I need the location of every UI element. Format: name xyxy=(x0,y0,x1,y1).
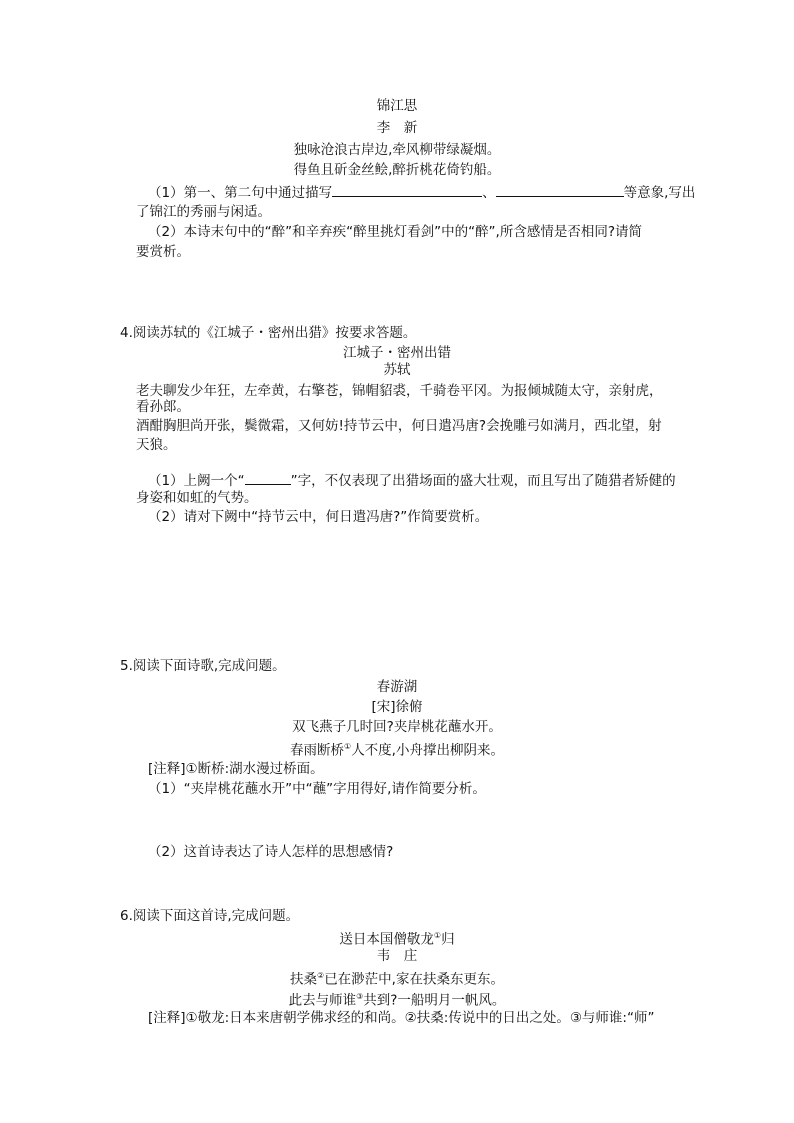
poem-line-2 xyxy=(0,987,794,1011)
poem-text: 春雨断桥 xyxy=(290,742,345,759)
annotation: [注释]①敬龙:日本来唐朝学佛求经的和尚。②扶桑:传说中的日出之处。③与师谁:“师” xyxy=(148,1010,655,1026)
title-text: 归 xyxy=(441,931,455,948)
poem-line-2 xyxy=(0,737,794,761)
section-5-prompt: 5.阅读下面诗歌,完成问题。 xyxy=(120,658,286,674)
poem-text: 扶桑 xyxy=(290,971,318,988)
separator: 、 xyxy=(482,185,496,201)
poem-text-line: 看孙郎。 xyxy=(136,399,190,415)
question-1: （1）“夹岸桃花蘸水开”中“蘸”字用得好,请作简要分析。 xyxy=(148,781,486,797)
poem-title: 春游湖 xyxy=(376,679,418,695)
section-4-prompt: 4.阅读苏轼的《江城子・密州出猎》按要求答题。 xyxy=(120,325,417,341)
footnote-marker: ① xyxy=(344,742,352,751)
question-text: （1）第一、第二句中通过描写 xyxy=(148,185,333,201)
question-text: （1）上阙一个“ xyxy=(148,473,245,489)
title-text: 送日本国僧敬龙 xyxy=(339,931,434,948)
poem-text: 人不度,小舟撑出柳阴来。 xyxy=(351,742,504,759)
answer-blank-1[interactable] xyxy=(332,182,482,197)
answer-blank[interactable] xyxy=(245,470,291,485)
poem-text: 共到?一船明月一帆风。 xyxy=(363,992,506,1009)
poem-text-line: 老夫聊发少年狂，左牵黄，右擎苍，锦帽貂裘，千骑卷平冈。为报倾城随太守，亲射虎， xyxy=(136,383,663,399)
question-2: （2）本诗末句中的“醉”和辛弃疾“醉里挑灯看剑”中的“醉”,所含感情是否相同?请简 xyxy=(148,224,643,240)
poem-line-2: 得鱼且斫金丝鲙,醉折桃花倚钓船。 xyxy=(293,162,501,178)
footnote-marker: ② xyxy=(317,971,325,980)
question-2-cont: 要赏析。 xyxy=(136,244,190,260)
poem-author: [宋]徐俯 xyxy=(371,699,423,715)
poem-title: 锦江思 xyxy=(376,98,418,114)
poem-text: 此去与师谁 xyxy=(288,992,357,1009)
question-1-cont: 了锦江的秀丽与闲适。 xyxy=(136,204,271,220)
poem-line-1: 双飞燕子几时回?夹岸桃花蘸水开。 xyxy=(292,719,502,735)
poem-author: 苏轼 xyxy=(383,362,411,378)
question-text: 等意象,写出 xyxy=(623,185,696,201)
poem-author: 李 新 xyxy=(376,120,418,136)
poem-line-1: 独咏沧浪古岸边,牵风柳带绿凝烟。 xyxy=(293,142,501,158)
section-6-prompt: 6.阅读下面这首诗,完成问题。 xyxy=(120,908,300,924)
poem-text-line: 天狼。 xyxy=(136,437,177,453)
footnote-marker: ③ xyxy=(356,992,364,1001)
poem-text: 已在渺茫中,家在扶桑东更东。 xyxy=(324,971,504,988)
annotation: [注释]①断桥:湖水漫过桥面。 xyxy=(148,761,324,777)
poem-title: 江城子・密州出错 xyxy=(343,345,451,361)
question-2: （2）这首诗表达了诗人怎样的思想感情? xyxy=(148,844,394,860)
footnote-marker: ① xyxy=(433,931,442,940)
poem-author: 韦 庄 xyxy=(376,948,418,964)
answer-blank-2[interactable] xyxy=(496,182,624,197)
question-1-cont: 身姿和如虹的气势。 xyxy=(136,490,258,506)
poem-text-line: 酒酣胸胆尚开张，鬓微霜，又何妨!持节云中，何日遣冯唐?会挽雕弓如满月，西北望，射 xyxy=(136,418,662,434)
question-text: ”字，不仅表现了出猎场面的盛大壮观，而且写出了随猎者矫健的 xyxy=(290,473,676,489)
question-1 xyxy=(148,182,695,203)
poem-line-1 xyxy=(0,966,794,990)
question-2: （2）请对下阙中“持节云中，何日遣冯唐?”作简要赏析。 xyxy=(148,509,489,525)
